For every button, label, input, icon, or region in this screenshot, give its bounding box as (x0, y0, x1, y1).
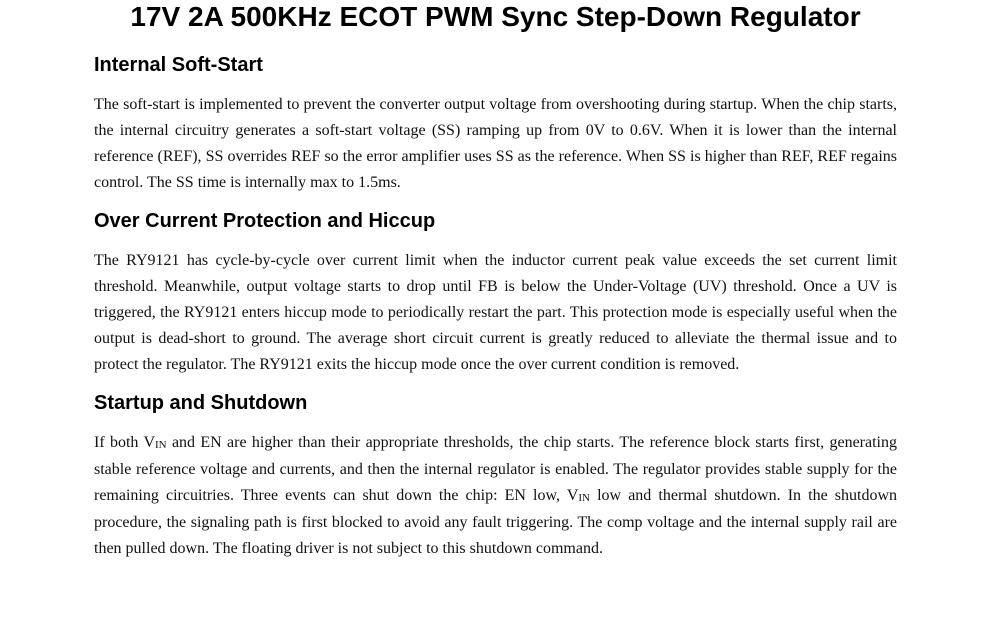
section-body-internal-soft-start: The soft-start is implemented to prevent the converter output voltage from overshooting during startup. When the chip starts, the internal circuitry generates a soft-start voltage (SS) ramping up from 0V to 0.6V. When it is lower than the internal reference (REF), SS overrides REF so the error amplifier uses SS as the reference. When SS is higher than REF, REF regains control. The SS time is internally max to 1.5ms. (94, 96, 897, 191)
vin-subscript: IN (578, 492, 590, 504)
section-body-over-current-protection: The RY9121 has cycle-by-cycle over current limit when the inductor current peak value exceeds the set current limit threshold. Meanwhile, output voltage starts to drop until FB is below the Under-Voltage (UV) threshold. Once a UV is triggered, the RY9121 enters hiccup mode to periodically restart the part. This protection mode is especially useful when the output is dead-short to ground. The average short circuit current is greatly reduced to alleviate the thermal issue and to protect the regulator. The RY9121 exits the hiccup mode once the over current condition is removed. (94, 252, 897, 373)
document-title: 17V 2A 500KHz ECOT PWM Sync Step-Down Regulator (130, 1, 861, 32)
body-text: low and thermal shutdown. In the shutdown procedure, the signaling path is first blocked to avoid any fault triggering. The comp voltage and the internal supply rail are then pulled down. The floating driver is not subject to this shutdown command. (94, 487, 898, 557)
section-heading-startup-shutdown: Startup and Shutdown (94, 392, 308, 414)
document-content (94, 50, 897, 562)
body-text: and EN are higher than their appropriate thresholds, the chip starts. The reference block starts first, generating stable reference voltage and currents, and then the internal regulator is enabled. The regulator provides stable supply for the remaining circuitries. Three events can shut down the chip: EN low, V (94, 434, 897, 504)
vin-subscript: IN (155, 439, 167, 451)
section-body-startup-shutdown (94, 430, 897, 562)
section-heading-over-current-protection: Over Current Protection and Hiccup (94, 210, 436, 232)
body-text: If both V (94, 434, 156, 451)
section-heading-internal-soft-start: Internal Soft-Start (94, 54, 263, 76)
